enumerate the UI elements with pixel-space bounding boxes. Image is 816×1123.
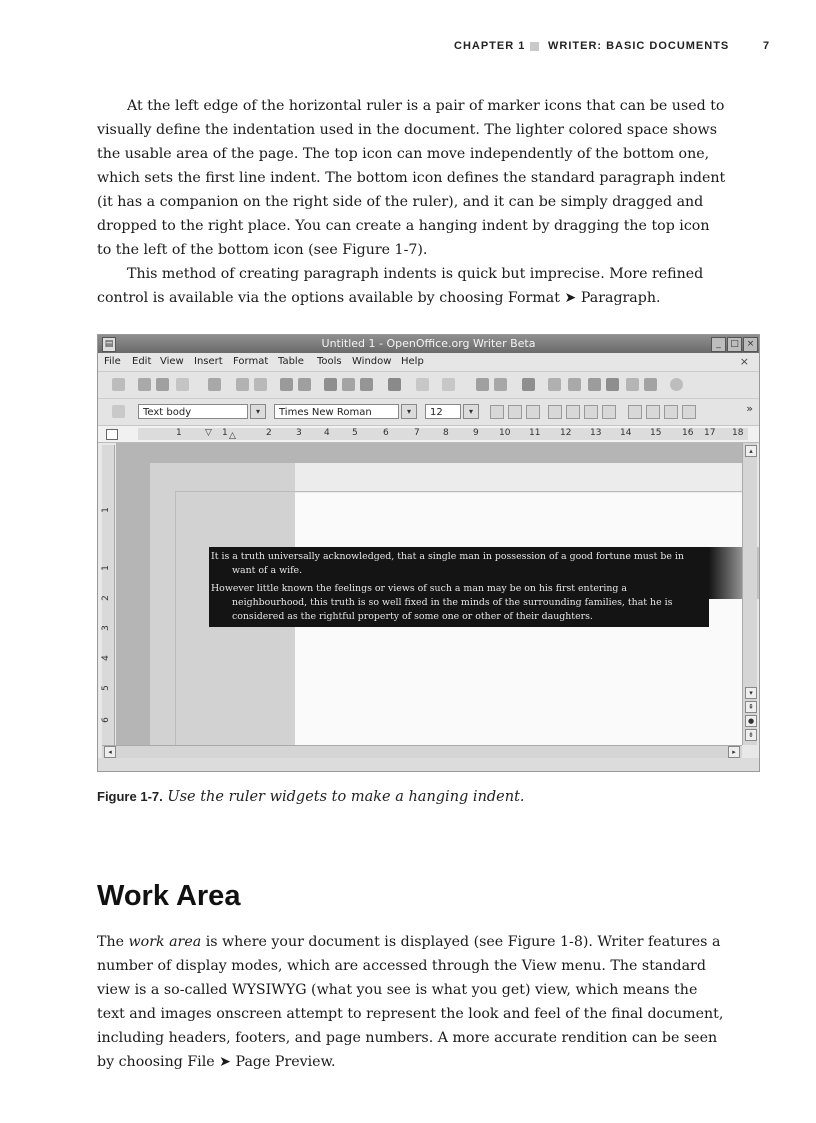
hyperlink-icon xyxy=(476,378,489,391)
numbering-icon xyxy=(628,405,642,419)
edit-file-icon xyxy=(208,378,221,391)
running-header xyxy=(0,40,816,58)
font-dropdown-icon: ▾ xyxy=(401,404,417,419)
ruler-number: 10 xyxy=(499,428,511,438)
standard-toolbar xyxy=(98,372,759,399)
menu-window: Window xyxy=(352,356,392,367)
ruler-number: 15 xyxy=(650,428,662,438)
paragraph-imprecise: This method of creating paragraph indents is quick but imprecise. More refined control is available via the options available by choosing Format ➤ Paragraph. xyxy=(97,266,704,306)
app-icon: ▤ xyxy=(102,337,116,352)
section-heading: Work Area xyxy=(97,880,241,912)
page-top-shade xyxy=(295,463,742,493)
justify-icon xyxy=(602,405,616,419)
doc-text-line: It is a truth universally acknowledged, that a single man in possession of a good fortune must be in xyxy=(211,551,684,562)
vruler-number: 4 xyxy=(100,655,111,661)
vertical-scrollbar xyxy=(742,443,757,745)
ruler-number: 3 xyxy=(296,428,302,438)
scroll-left-icon: ◂ xyxy=(104,746,116,758)
ruler-number: 1 xyxy=(176,428,182,438)
menu-table: Table xyxy=(278,356,304,367)
spellcheck-icon xyxy=(280,378,293,391)
paste-icon xyxy=(360,378,373,391)
toolbar-overflow-icon: » xyxy=(746,402,753,415)
undo-icon xyxy=(416,378,429,391)
datasources-icon xyxy=(606,378,619,391)
menu-insert: Insert xyxy=(194,356,223,367)
scroll-down-icon: ▾ xyxy=(745,687,757,699)
minimize-icon: _ xyxy=(711,337,726,352)
doc-text-line: neighbourhood, this truth is so well fixed in the minds of the surrounding families, that he is xyxy=(232,597,673,608)
redo-icon xyxy=(442,378,455,391)
doc-text-line: considered as the rightful property of some one or other of their daughters. xyxy=(232,611,593,622)
font-size-select: 12 xyxy=(425,404,461,419)
ruler-number: 17 xyxy=(704,428,716,438)
ruler-number: 16 xyxy=(682,428,694,438)
page-number: 7 xyxy=(763,40,770,52)
term-work-area: work area xyxy=(128,934,202,950)
vertical-ruler xyxy=(102,445,115,745)
italic-icon xyxy=(508,405,522,419)
size-dropdown-icon: ▾ xyxy=(463,404,479,419)
bullets-icon xyxy=(646,405,660,419)
pilcrow-icon xyxy=(626,378,639,391)
vruler-number: 2 xyxy=(100,595,111,601)
maximize-icon: □ xyxy=(727,337,742,352)
status-bar xyxy=(98,758,759,771)
open-icon xyxy=(138,378,151,391)
style-dropdown-icon: ▾ xyxy=(250,404,266,419)
ruler-number: 9 xyxy=(473,428,479,438)
ruler-number: 1 xyxy=(222,428,228,438)
zoom-icon xyxy=(644,378,657,391)
show-draw-icon xyxy=(522,378,535,391)
close-icon: × xyxy=(743,337,758,352)
vruler-number: 3 xyxy=(100,625,111,631)
caption-text: Use the ruler widgets to make a hanging indent. xyxy=(167,789,525,805)
paragraph-work-area xyxy=(97,930,727,1074)
text-boundary-left xyxy=(175,491,176,745)
print-icon xyxy=(236,378,249,391)
menu-bar xyxy=(98,353,759,372)
tab-stop-selector-icon xyxy=(106,429,118,440)
text-boundary-top xyxy=(175,491,742,492)
align-left-icon xyxy=(548,405,562,419)
help-icon xyxy=(670,378,683,391)
first-line-indent-icon: ▽ xyxy=(205,428,212,438)
save-icon xyxy=(156,378,169,391)
find-icon xyxy=(548,378,561,391)
vruler-number: 6 xyxy=(100,717,111,723)
vruler-number: 1 xyxy=(100,507,111,513)
document-area xyxy=(116,443,742,745)
ruler-number: 4 xyxy=(324,428,330,438)
bold-icon xyxy=(490,405,504,419)
ruler-number: 6 xyxy=(383,428,389,438)
table-icon xyxy=(494,378,507,391)
horizontal-scrollbar xyxy=(102,745,742,758)
next-page-icon: ⇟ xyxy=(745,729,757,741)
ruler-number: 5 xyxy=(352,428,358,438)
vruler-number: 5 xyxy=(100,685,111,691)
previous-page-icon: ⇞ xyxy=(745,701,757,713)
ruler-number: 2 xyxy=(266,428,272,438)
mail-icon xyxy=(176,378,189,391)
menu-file: File xyxy=(104,356,121,367)
increase-indent-icon xyxy=(682,405,696,419)
text-run: The xyxy=(97,934,129,950)
page-preview-icon xyxy=(254,378,267,391)
cut-icon xyxy=(324,378,337,391)
menu-help: Help xyxy=(401,356,424,367)
text-run: is where your document is displayed (see Figure 1-8). Writer features a number of display modes, which are accessed through the View menu. The standard view is a so-called WYSIWYG (what you see is what you get) view, which means the text and images onscreen attempt to represent the look and feel of the final document, including headers, footers, and page numbers. A more accurate rendition can be seen by choosing File ➤ Page Preview. xyxy=(97,934,724,1070)
window-title: Untitled 1 - OpenOffice.org Writer Beta xyxy=(321,337,536,350)
ruler-number: 14 xyxy=(620,428,632,438)
menu-edit: Edit xyxy=(132,356,152,367)
paragraph-indentation: At the left edge of the horizontal ruler is a pair of marker icons that can be used to visually define the indentation used in the document. The lighter colored space shows the usable area of the page. The top icon can move independently of the bottom one, which sets the first line indent. The bottom icon defines the standard paragraph indent (it has a companion on the right side of the ruler), and it can be simply dragged and dropped to the right place. You can create a hanging indent by dragging the top icon to the left of the bottom icon (see Figure 1-7). xyxy=(97,98,726,258)
caption-label: Figure 1-7. xyxy=(97,789,163,804)
menu-tools: Tools xyxy=(317,356,342,367)
ruler-number: 13 xyxy=(590,428,602,438)
header-separator xyxy=(530,42,539,51)
paragraph-style-select: Text body xyxy=(138,404,248,419)
align-right-icon xyxy=(584,405,598,419)
horizontal-ruler xyxy=(98,426,759,443)
window-titlebar xyxy=(98,335,759,353)
document-page xyxy=(150,463,742,745)
format-paintbrush-icon xyxy=(388,378,401,391)
formatting-toolbar xyxy=(98,399,759,426)
decrease-indent-icon xyxy=(664,405,678,419)
menu-format: Format xyxy=(233,356,269,367)
gallery-icon xyxy=(588,378,601,391)
figure-screenshot xyxy=(97,334,760,772)
hanging-indent-icon: △ xyxy=(229,431,236,441)
vruler-number: 1 xyxy=(100,565,111,571)
doc-text-line: However little known the feelings or views of such a man may be on his first entering a xyxy=(211,583,627,594)
scroll-right-icon: ▸ xyxy=(728,746,740,758)
ruler-number: 12 xyxy=(560,428,572,438)
ruler-number: 11 xyxy=(529,428,541,438)
ruler-number: 8 xyxy=(443,428,449,438)
new-icon xyxy=(112,378,125,391)
scroll-up-icon: ▴ xyxy=(745,445,757,457)
navigation-icon: ● xyxy=(745,715,757,727)
chapter-title: WRITER: BASIC DOCUMENTS xyxy=(548,40,730,52)
chapter-label: CHAPTER 1 xyxy=(454,40,526,52)
menu-view: View xyxy=(160,356,184,367)
figure-caption xyxy=(97,789,525,805)
ruler-number: 7 xyxy=(414,428,420,438)
styles-icon xyxy=(112,405,125,418)
doc-close-icon: × xyxy=(739,355,749,368)
underline-icon xyxy=(526,405,540,419)
align-center-icon xyxy=(566,405,580,419)
autospell-icon xyxy=(298,378,311,391)
font-name-select: Times New Roman xyxy=(274,404,399,419)
copy-icon xyxy=(342,378,355,391)
ruler-number: 18 xyxy=(732,428,744,438)
doc-text-line: want of a wife. xyxy=(232,565,303,576)
navigator-icon xyxy=(568,378,581,391)
